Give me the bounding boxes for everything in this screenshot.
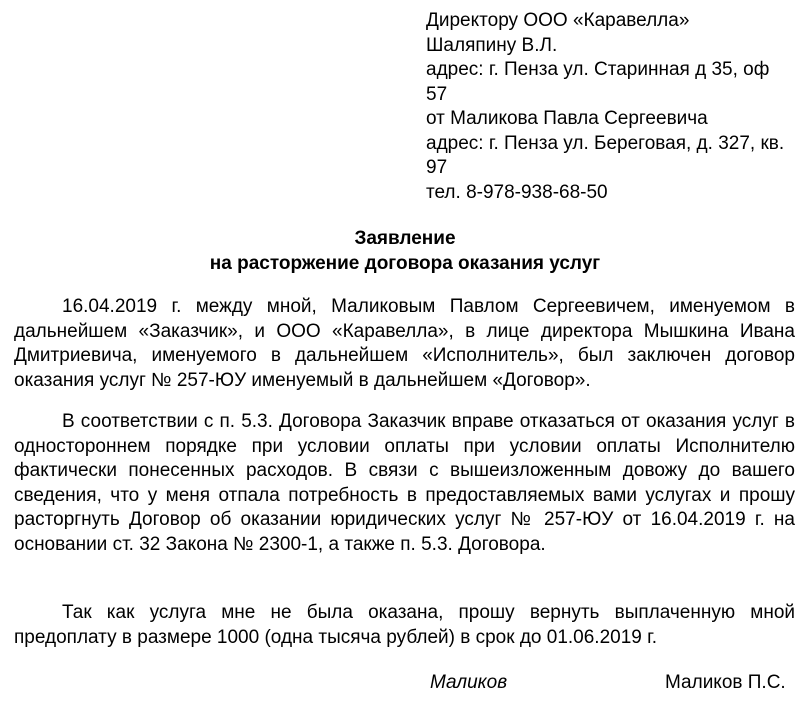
- addressee-line: Директору ООО «Каравелла»: [426, 10, 690, 31]
- document-title: Заявление: [354, 228, 456, 249]
- paragraph-1: 16.04.2019 г. между мной, Маликовым Павлом Сергеевичем, именуемом в дальнейшем «Заказчик», и ООО «Каравелла», в лице директора Мышкина Ивана Дмитриевича, именуемого в дальнейшем «Исполнитель», был заключен договор оказания услуг № 257-ЮУ именуемый в дальнейшем «Договор».: [14, 296, 795, 391]
- sender-address: адрес: г. Пенза ул. Береговая, д. 327, кв. 97: [426, 132, 785, 178]
- addressee-block: [426, 9, 794, 205]
- paragraph-2: В соответствии с п. 5.3. Договора Заказчик вправе отказаться от оказания услуг в одностороннем порядке при условии оплаты при условии оплаты Исполнителю фактически понесенных расходов. В связи с вышеизложенным довожу до вашего сведения, что у меня отпала потребность в предоставляемых вами услугах и прошу расторгнуть Договор об оказании юридических услуг № 257-ЮУ от 16.04.2019 г. на основании ст. 32 Закона № 2300-1, а также п. 5.3. Договора.: [14, 411, 795, 555]
- addressee-address: адрес: г. Пенза ул. Старинная д 35, оф 57: [426, 59, 770, 105]
- document-subtitle: на расторжение договора оказания услуг: [209, 253, 601, 274]
- sender-phone: тел. 8-978-938-68-50: [426, 181, 608, 203]
- handwritten-signature: Маликов: [430, 672, 508, 693]
- paragraph-3: Так как услуга мне не была оказана, прошу вернуть выплаченную мной предоплату в размере 1000 (одна тысяча рублей) в срок до 01.06.2019 г.: [14, 602, 795, 648]
- addressee-line: Шаляпину В.Л.: [426, 34, 558, 56]
- sender-line: от Маликова Павла Сергеевича: [426, 108, 708, 129]
- signatory-name: Маликов П.С.: [665, 672, 786, 693]
